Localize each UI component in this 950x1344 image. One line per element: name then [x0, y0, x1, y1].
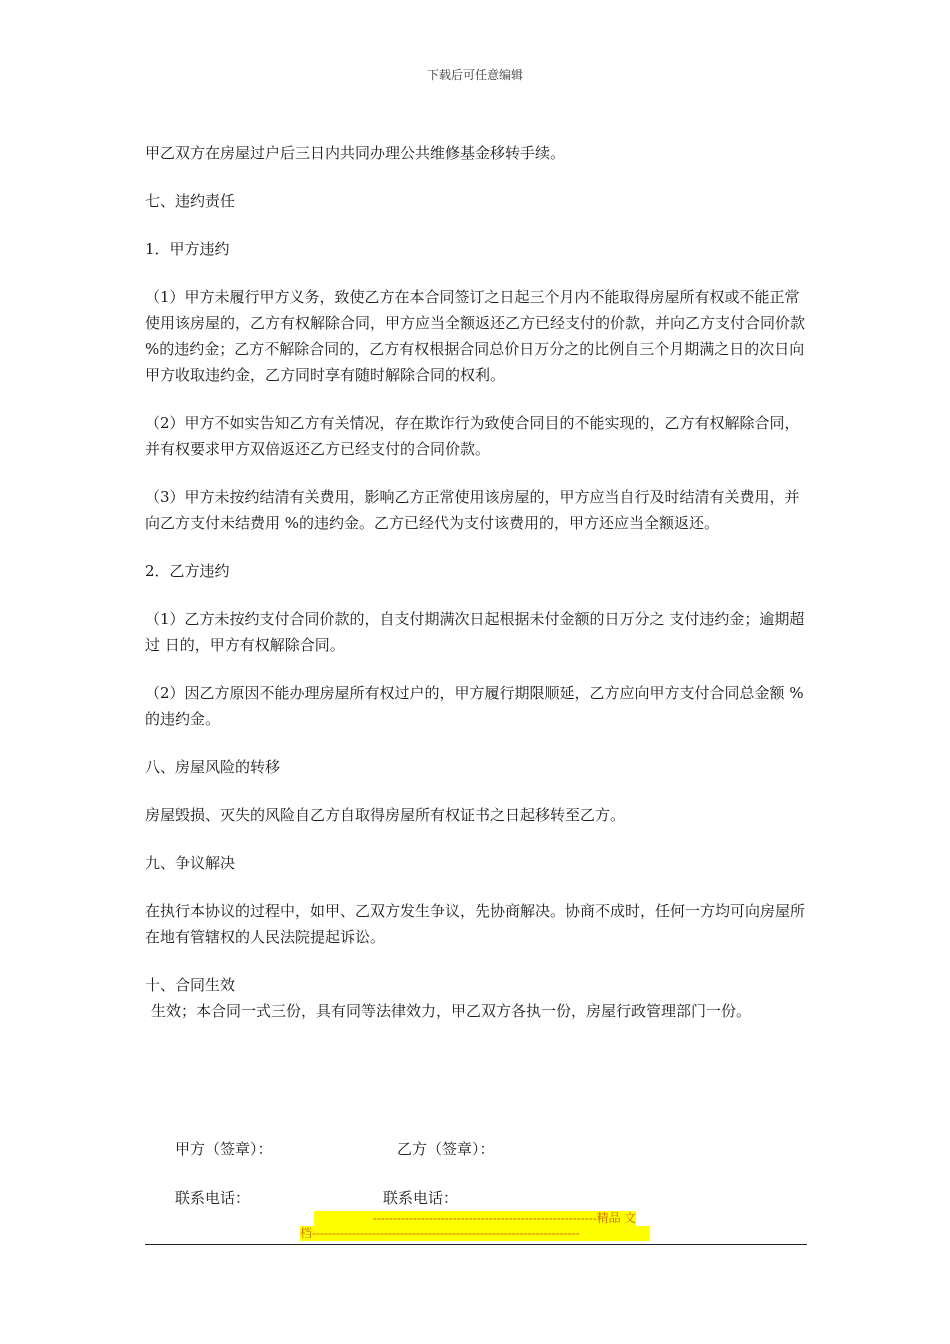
- party-a-signature-label: 甲方（签章）：: [175, 1140, 273, 1158]
- party-b-phone-label: 联系电话：: [383, 1189, 459, 1207]
- document-body: [145, 140, 810, 1024]
- clause-1-1: （1）甲方未履行甲方义务，致使乙方在本合同签订之日起三个月内不能取得房屋所有权或不能正常使用该房屋的，乙方有权解除合同，甲方应当全额返还乙方已经支付的价款，并向乙方支付合同价款 %的违约金；乙方不解除合同的，乙方有权根据合同总价日万分之的比例自三个月期满之日的次日向甲方收取违约金，乙方同时享有随时解除合同的权利。: [145, 288, 806, 384]
- clause-2-2: （2）因乙方原因不能办理房屋所有权过户的，甲方履行期限顺延，乙方应向甲方支付合同总金额 %的违约金。: [145, 684, 804, 728]
- section-9-title: 九、争议解决: [145, 854, 236, 872]
- clause-1-2: （2）甲方不如实告知乙方有关情况，存在欺诈行为致使合同目的不能实现的，乙方有权解除合同，并有权要求甲方双倍返还乙方已经支付的合同价款。: [145, 414, 800, 458]
- clause-2-1: （1）乙方未按约支付合同价款的，自支付期满次日起根据未付金额的日万分之 支付违约金；逾期超过 日的，甲方有权解除合同。: [145, 610, 805, 654]
- subsection-1-title: 1．甲方违约: [145, 240, 230, 258]
- party-a-phone-label: 联系电话：: [175, 1189, 251, 1207]
- section-8-title: 八、房屋风险的转移: [145, 758, 281, 776]
- paragraph-risk-transfer: 房屋毁损、灭失的风险自乙方自取得房屋所有权证书之日起移转至乙方。: [145, 806, 626, 824]
- party-b-signature-label: 乙方（签章）：: [397, 1140, 495, 1158]
- footer-divider-line: [145, 1244, 807, 1245]
- paragraph-maintenance-fund: 甲乙双方在房屋过户后三日内共同办理公共维修基金移转手续。: [145, 144, 566, 162]
- paragraph-dispute: 在执行本协议的过程中，如甲、乙双方发生争议，先协商解决。协商不成时，任何一方均可向房屋所在地有管辖权的人民法院提起诉讼。: [145, 902, 806, 946]
- clause-1-3: （3）甲方未按约结清有关费用，影响乙方正常使用该房屋的，甲方应当自行及时结清有关费用，并向乙方支付未结费用 %的违约金。乙方已经代为支付该费用的，甲方还应当全额返还。: [145, 488, 800, 532]
- highlighted-footer-watermark: [300, 1211, 650, 1241]
- page-header-note: 下载后可任意编辑: [426, 68, 523, 82]
- footer-watermark-line-2: 档-------------------------------------------------------------------: [300, 1226, 650, 1241]
- subsection-2-title: 2．乙方违约: [145, 562, 230, 580]
- section-10-title: 十、合同生效: [145, 976, 236, 994]
- section-7-title: 七、违约责任: [145, 192, 236, 210]
- footer-watermark-line-1: --------------------------------------------------------精品 文: [314, 1211, 636, 1226]
- paragraph-effect: 生效；本合同一式三份，具有同等法律效力，甲乙双方各执一份，房屋行政管理部门一份。: [151, 1002, 752, 1020]
